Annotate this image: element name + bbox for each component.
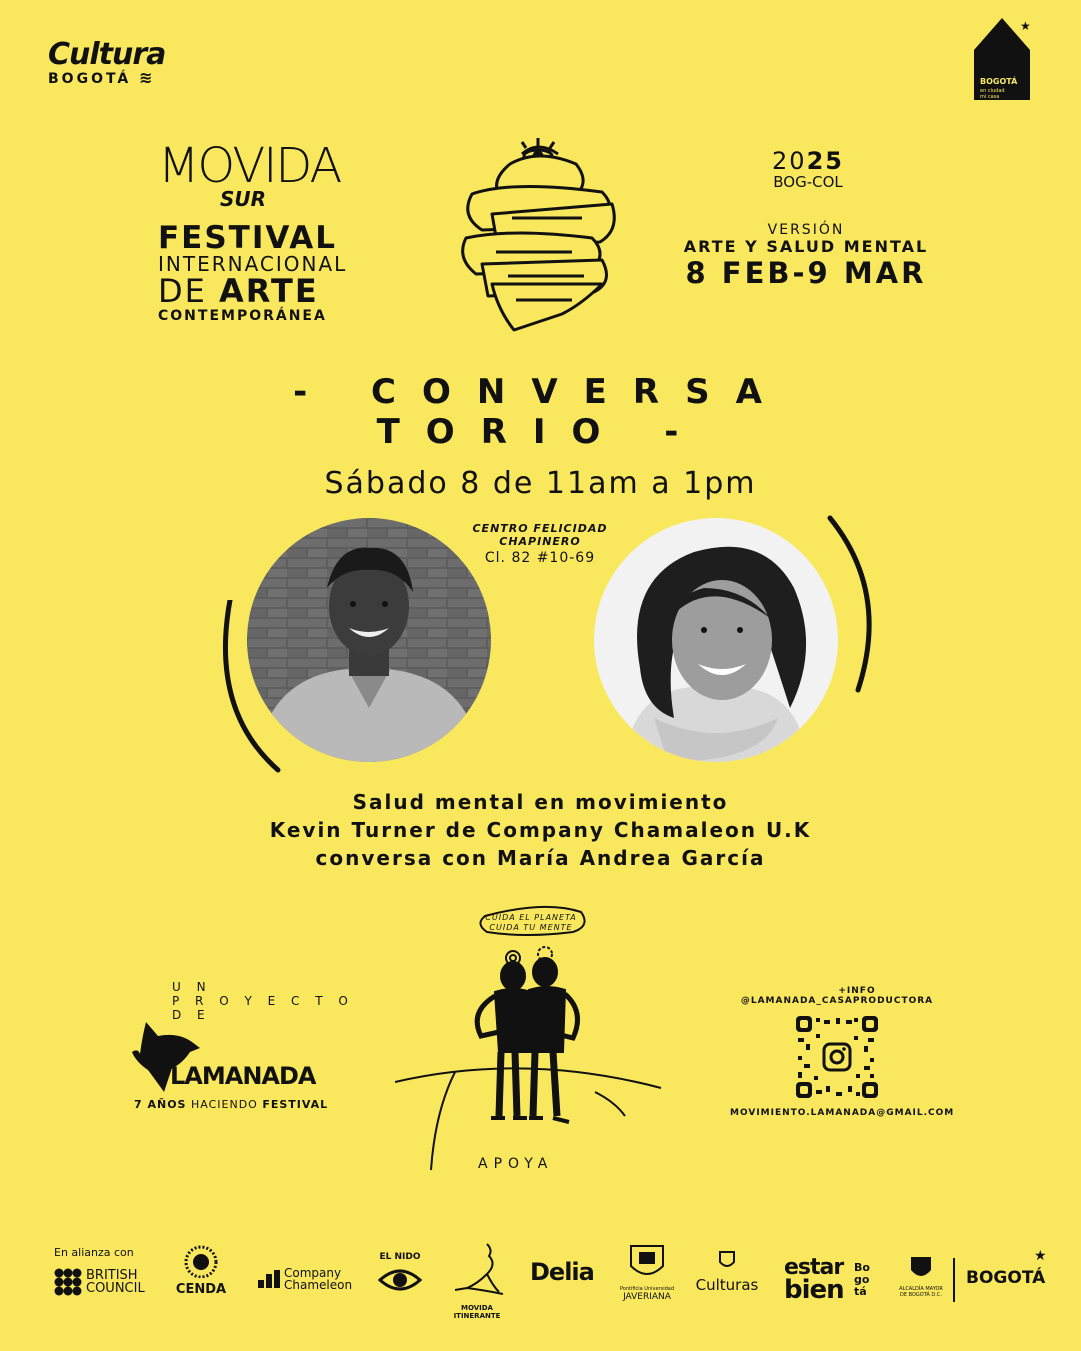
festival-line2: INTERNACIONAL [158,252,348,276]
edition-place: BOG-COL [773,173,843,191]
alcaldia-logo: ALCALDÍA MAYOR DE BOGOTÁ D.C. [896,1254,946,1298]
event-title-line1: - CONVERSA [293,372,788,412]
talk-line3: conversa con María Andrea García [315,846,766,870]
movida-sur-logo [158,138,358,211]
javeriana-logo: Pontificia Universidad JAVERIANA [616,1242,678,1302]
venue-name: CENTRO FELICIDAD CHAPINERO [472,522,608,548]
siete-anos-text: 7 AÑOS HACIENDO FESTIVAL [134,1098,329,1111]
festival-line4: CONTEMPORÁNEA [158,308,327,324]
javeriana-shield-icon [625,1242,669,1282]
sponsor-divider [953,1258,955,1302]
svg-text:en ciudad: en ciudad [980,88,1005,94]
festival-line3: DE ARTE [158,272,319,310]
info-plus: +INFO [838,986,876,996]
estar-bien-logo: estar bien [784,1255,844,1305]
apoya-illustration [395,902,665,1172]
talk-description [0,788,1081,872]
hug-illustration [452,134,624,334]
contact-email[interactable]: MOVIMIENTO.LAMANADA@GMAIL.COM [730,1108,955,1118]
company-chameleon-logo: Company Chameleon [258,1264,352,1294]
star-icon: ★ [1034,1248,1047,1264]
alcaldia-shield-icon [908,1254,934,1282]
bird-figure-icon [447,1240,507,1300]
culturas-logo: Culturas [690,1248,764,1294]
talk-line2: Kevin Turner de Company Chamaleon U.K [269,818,812,842]
svg-text:mi casa: mi casa [980,94,1000,100]
apoya-text: APOYA [478,1156,554,1172]
kevin-turner-photo [247,518,491,762]
svg-text:CUIDA TU MENTE: CUIDA TU MENTE [489,923,573,932]
el-nido-logo: EL NIDO [374,1252,426,1302]
svg-text:CUIDA EL PLANETA: CUIDA EL PLANETA [485,913,577,922]
venue [430,522,650,566]
version-label: VERSIÓN [767,222,845,238]
cultura-text: Cultura [48,37,166,72]
cenda-sun-icon [180,1242,222,1278]
instagram-handle: @LAMANADA_CASAPRODUCTORA [740,996,934,1006]
british-council-logo: BRITISH COUNCIL [54,1262,145,1302]
british-council-dots-icon [54,1268,82,1296]
la-manada-logo: LAMANADA [170,1062,316,1090]
maria-andrea-garcia-photo [594,518,838,762]
venue-address: Cl. 82 #10-69 [484,550,596,566]
svg-text:★: ★ [1020,19,1031,33]
svg-text:BOGOTÁ: BOGOTÁ [980,77,1018,86]
event-title-line2: TORIO - [376,412,705,452]
version-theme: ARTE Y SALUD MENTAL [683,237,929,256]
version-block [672,222,940,290]
bogota-logo: BOGOTÁ [966,1268,1046,1288]
sur-text: SUR [220,187,267,211]
talk-line1: Salud mental en movimiento [352,790,729,814]
info-block [730,986,944,1007]
event-date: Sábado 8 de 11am a 1pm [324,466,757,501]
company-chameleon-icon [258,1270,280,1288]
un-proyecto-de: U N P R O Y E C T O D E [172,980,354,1022]
eye-icon [378,1262,422,1298]
movida-text: MOVIDA [158,138,341,194]
festival-title [158,222,358,324]
edition-year: 2025 BOG-COL [770,148,846,190]
instagram-qr-code[interactable] [796,1016,878,1098]
bogota-house-logo [972,16,1034,102]
movida-itinerante-logo: MOVIDA ITINERANTE [440,1240,514,1320]
cultura-bogota-logo [48,37,166,87]
delia-logo: Delia [530,1258,594,1286]
cenda-logo: CENDA [172,1242,230,1297]
colombia-crest-icon [714,1248,740,1272]
festival-line1: FESTIVAL [158,220,337,256]
bogota-text: BOGOTÁ ≋ [48,68,156,87]
version-dates: 8 FEB-9 MAR [685,256,927,290]
estar-bien-bogota-text: Bo go tá [854,1261,870,1298]
alianza-label: En alianza con [54,1246,134,1259]
